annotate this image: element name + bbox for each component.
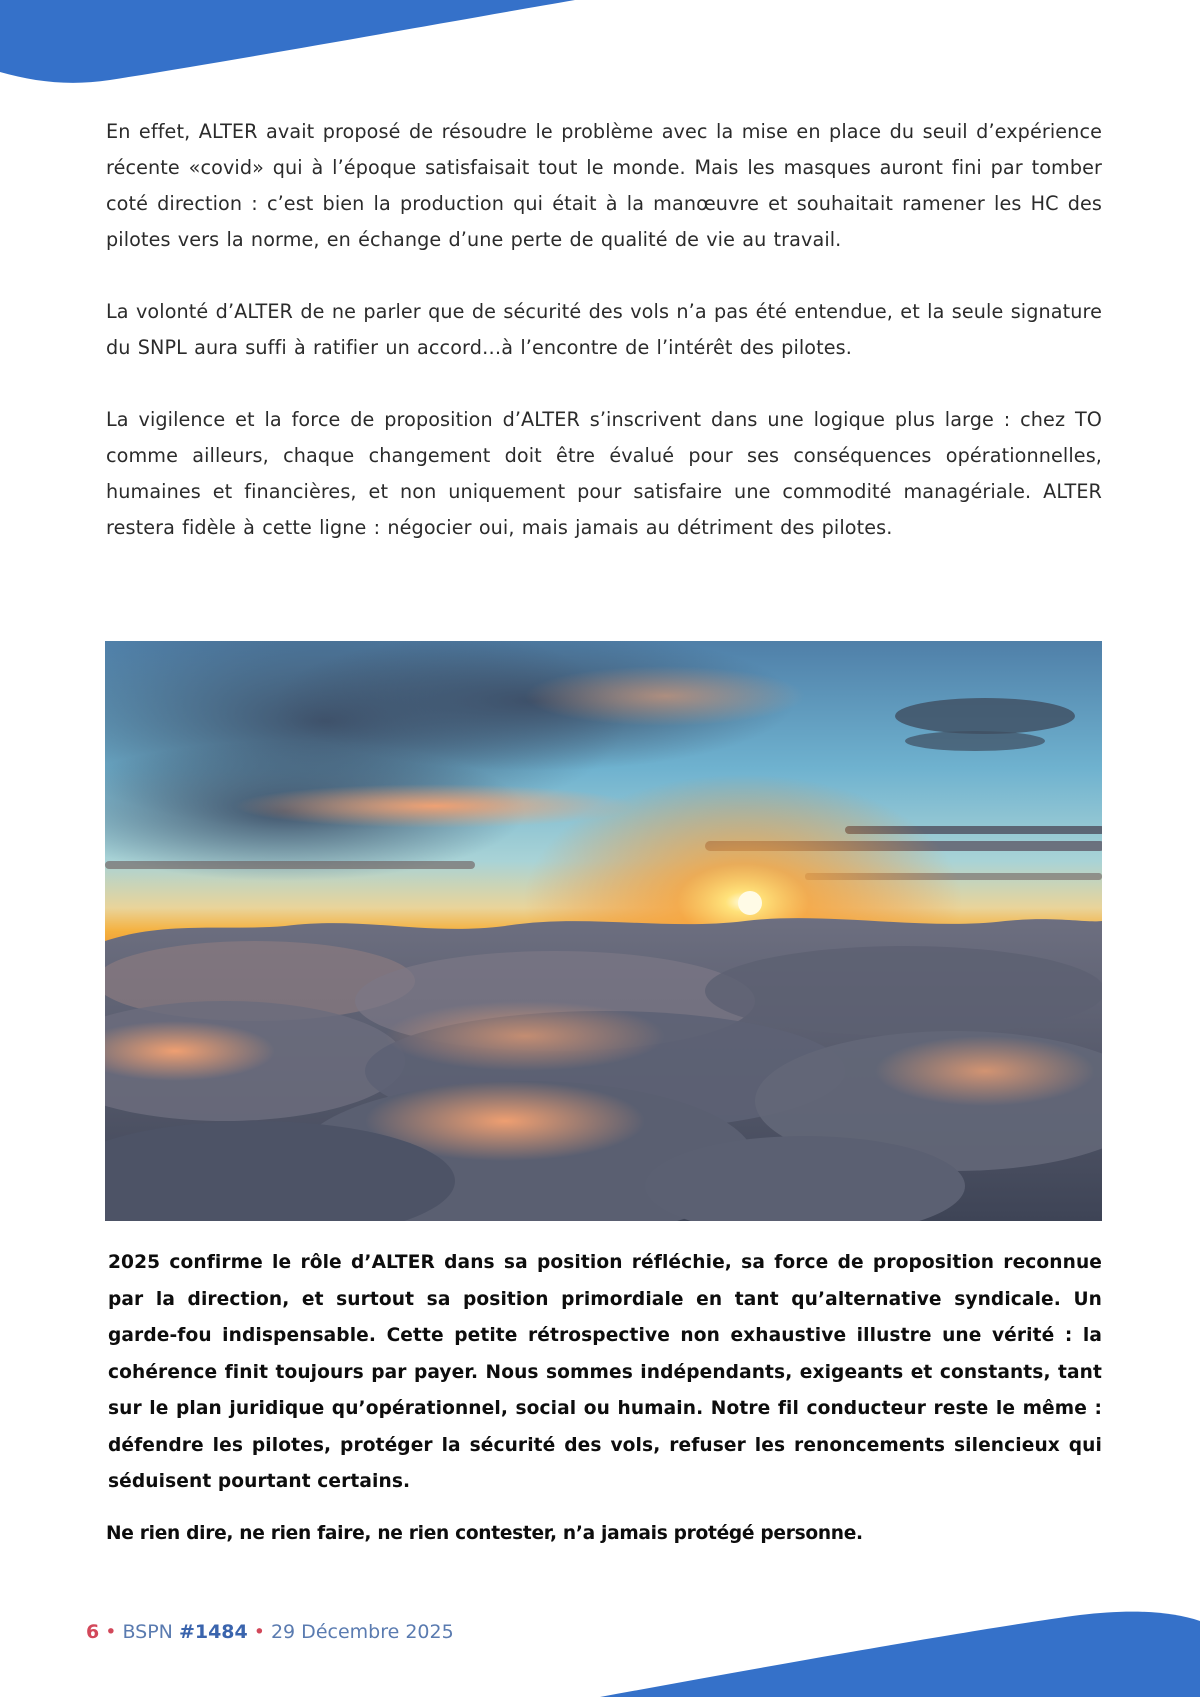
top-wave-decoration — [0, 0, 600, 90]
body-paragraph: En effet, ALTER avait proposé de résoudre le problème avec la mise en place du seuil d’expérience récente «covid» qui à l’époque satisfaisait tout le monde. Mais les masques auront fini par tomber coté direction : c’est bien la production qui était à la manœuvre et souhaitait ramener les HC des pilotes vers la norme, en échange d’une perte de qualité de vie au travail. — [106, 120, 1102, 251]
closing-section — [108, 1245, 1102, 1501]
publication-name: BSPN — [122, 1621, 173, 1643]
article-body — [106, 114, 1102, 546]
body-paragraph: La vigilence et la force de proposition d’ALTER s’inscrivent dans une logique plus large : chez TO comme ailleurs, chaque changement doit être évalué pour ses conséquences opérationnelles, humaines et financières, et non uniquement pour satisfaire une commodité managériale. ALTER restera fidèle à cette ligne : négocier oui, mais jamais au détriment des pilotes. — [106, 408, 1102, 539]
bottom-wave-decoration — [540, 1607, 1200, 1697]
closing-tagline: Ne rien dire, ne rien faire, ne rien contester, n’a jamais protégé personne. — [106, 1523, 863, 1544]
body-paragraph: La volonté d’ALTER de ne parler que de sécurité des vols n’a pas été entendue, et la seule signature du SNPL aura suffi à ratifier un accord…à l’encontre de l’intérêt des pilotes. — [106, 300, 1102, 359]
separator-dot: • — [105, 1621, 117, 1643]
page-number: 6 — [86, 1621, 100, 1643]
closing-paragraph: 2025 confirme le rôle d’ALTER dans sa position réfléchie, sa force de proposition reconnue par la direction, et surtout sa position primordiale en tant qu’alternative syndicale. Un garde-fou indispensable. Cette petite rétrospective non exhaustive illustre une vérité : la cohérence finit toujours par payer. Nous sommes indépendants, exigeants et constants, tant sur le plan juridique qu’opérationnel, social ou humain. Notre fil conducteur reste le même : défendre les pilotes, protéger la sécurité des vols, refuser les renoncements silencieux qui séduisent pourtant certains. — [108, 1252, 1102, 1492]
issue-number: #1484 — [178, 1621, 248, 1643]
separator-dot: • — [253, 1621, 265, 1643]
page-footer — [86, 1620, 454, 1644]
issue-date: 29 Décembre 2025 — [270, 1621, 454, 1643]
sunset-clouds-image — [105, 641, 1102, 1221]
